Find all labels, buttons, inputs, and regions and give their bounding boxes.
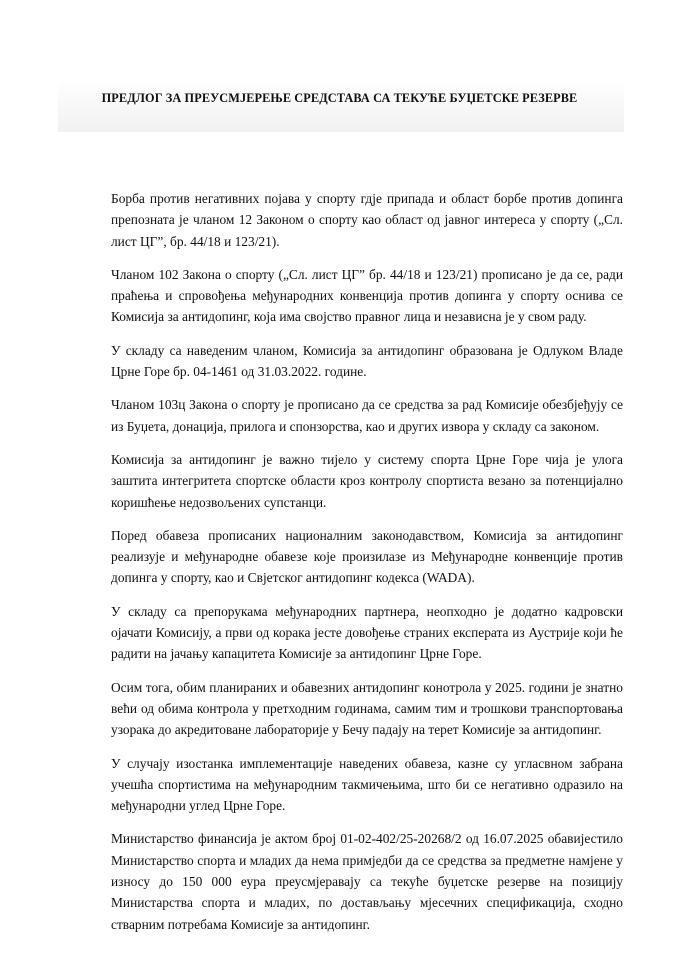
paragraph-9: У случају изостанка имплементације наведених обавеза, казне су угласвном забрана учешћа спортистима на међународним такмичењима, што би се негативно одразило на међународни углед Црне Горе. xyxy=(111,755,623,814)
paragraph-6: Поред обавеза прописаних националним законодавством, Комисија за антидопинг реализује и међународне обавезе које произилазе из Међународне конвенције против допинга у спорту, као и Свјетског антидопинг кодекса (WADA). xyxy=(111,527,623,586)
paragraph-8: Осим тога, обим планираних и обавезних антидопинг конотрола у 2025. години је знатно већи од обима контрола у претходним годинама, самим тим и трошкови транспортовања узорака до акредитоване лабораторије у Бечу падају на терет Комисије за антидопинг. xyxy=(111,679,623,738)
document-body xyxy=(111,188,623,947)
title-shading xyxy=(58,80,624,132)
paragraph-3: У складу са наведеним чланом, Комисија за антидопинг образована је Одлуком Владе Црне Горе бр. 04-1461 од 31.03.2022. године. xyxy=(111,342,623,380)
paragraph-7: У складу са препорукама међународних партнера, неопходно је додатно кадровски ојачати Комисију, а први од корака јесте довођење страних експерата из Аустрије који ће радити на јачању капацитета Комисије за антидопинг Црне Горе. xyxy=(111,603,623,662)
paragraph-10: Министарство финансија је актом број 01-02-402/25-20268/2 од 16.07.2025 обавијестило Министарство спорта и младих да нема примједби да се средства за предметне намјене у износу до 150 000 еура преусмјеравају са текуће буџетске резерве на позицију Министарства спорта и младих, по достављању мјесечних спецификација, сходно стварним потребама Комисије за антидопинг. xyxy=(111,831,623,932)
paragraph-4: Чланом 103ц Закона о спорту је прописано да се средства за рад Комисије обезбјеђују се из Буџета, донација, прилога и спонзорства, као и других извора у складу са законом. xyxy=(111,397,623,434)
paragraph-1: Борба против негативних појава у спорту гдје припада и област борбе против допинга препозната је чланом 12 Законом о спорту као област од јавног интереса у спорту („Сл. лист ЦГ”, бр. 44/18 и 123/21). xyxy=(111,191,623,249)
paragraph-5: Комисија за антидопинг је важно тијело у систему спорта Црне Горе чија је улога заштита интегритета спортске области кроз контролу спортиста везано за потенцијално коришћење недозвољених супстанци. xyxy=(111,451,623,510)
document-title: ПРЕДЛОГ ЗА ПРЕУСМЈЕРЕЊЕ СРЕДСТАВА СА ТЕКУЋЕ БУЏЕТСКЕ РЕЗЕРВЕ xyxy=(101,91,578,105)
paragraph-2: Чланом 102 Закона о спорту („Сл. лист ЦГ” бр. 44/18 и 123/21) прописано је да се, ради праћења и спровођења међународних конвенција против допинга у спорту оснива се Комисија за антидопинг, која има својство правног лица и независна је у свом раду. xyxy=(111,266,623,325)
